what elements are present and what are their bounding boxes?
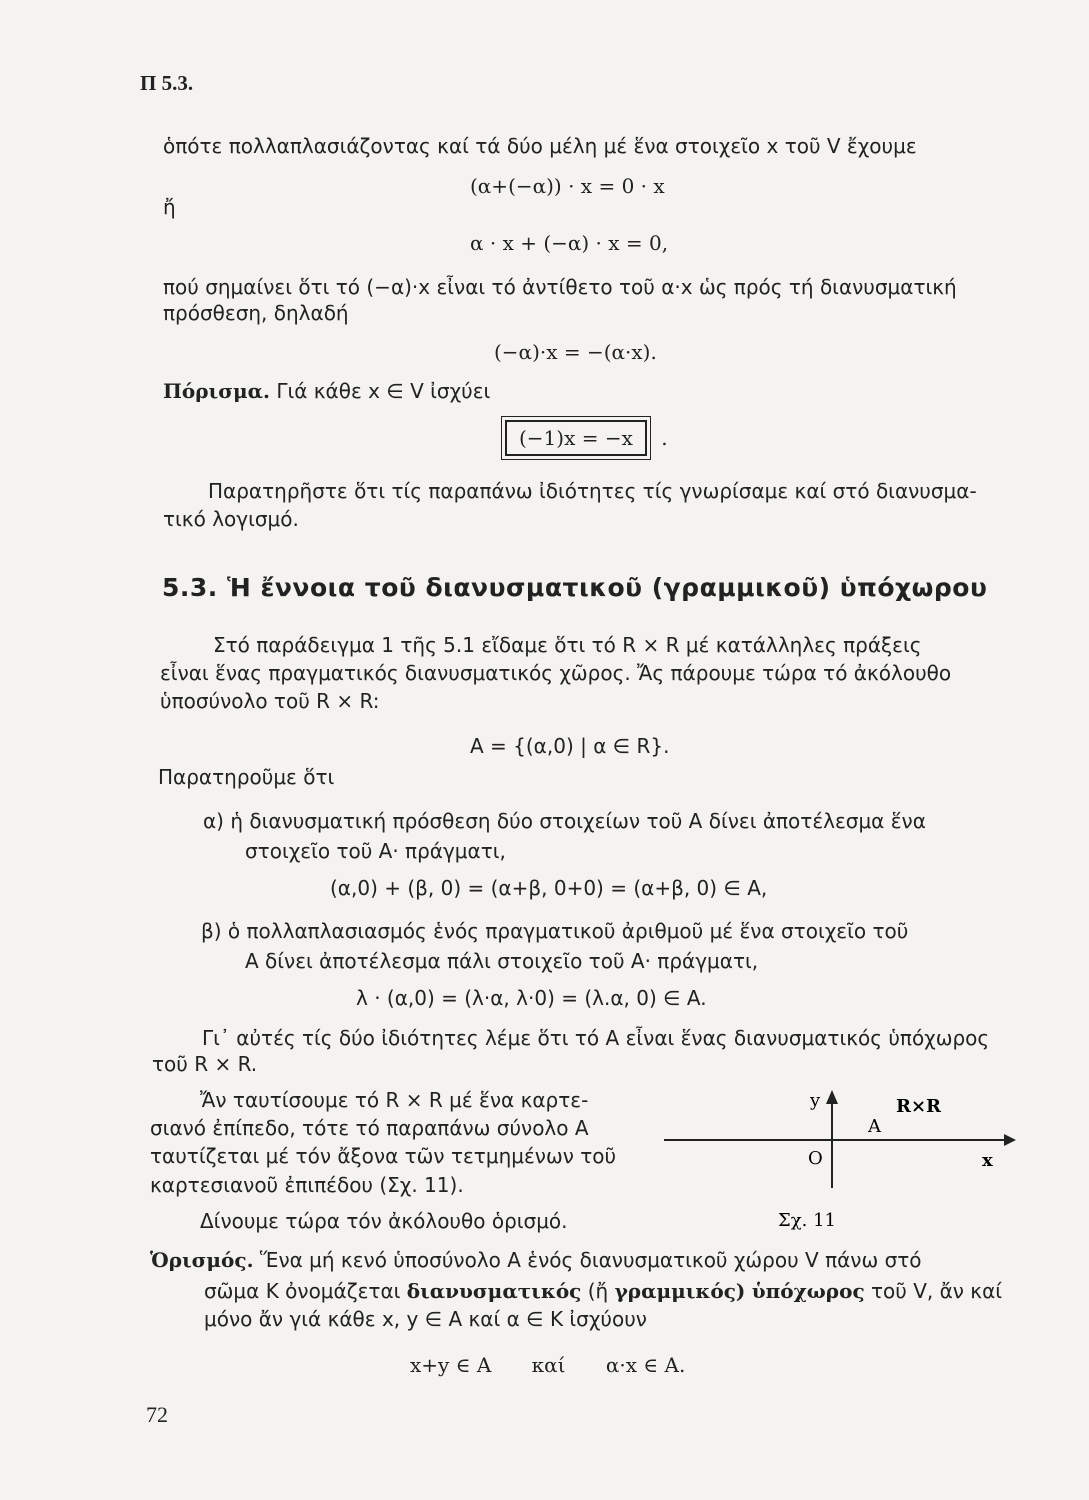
definition-text: τοῦ V, ἄν καί: [870, 1279, 1003, 1303]
text-line: Στό παράδειγμα 1 τῆς 5.1 εἴδαμε ὅτι τό R × R μέ κατάλληλες πράξεις: [213, 633, 922, 657]
definition-text: (ἤ: [587, 1279, 609, 1303]
text-line: καρτεσιανοῦ ἐπιπέδου (Σχ. 11).: [150, 1173, 464, 1197]
text-line: τοῦ R × R.: [152, 1052, 258, 1076]
boxed-formula-period: .: [661, 426, 668, 450]
x-axis-arrow-icon: [1004, 1134, 1016, 1146]
boxed-formula: (−1)x = −x: [505, 420, 647, 456]
list-item-a: α) ἡ διανυσματική πρόσθεση δύο στοιχείων τοῦ Α δίνει ἀποτέλεσμα ἕνα: [203, 809, 926, 833]
definition-line: [204, 1278, 1002, 1304]
y-axis-label: y: [810, 1090, 821, 1111]
formula-line: (α+(−α)) · x = 0 · x: [470, 174, 665, 198]
formula-line: α · x + (−α) · x = 0,: [470, 231, 669, 255]
section-heading: 5.3. Ἡ ἔννοια τοῦ διανυσματικοῦ (γραμμικοῦ) ὑπόχωρου: [162, 573, 988, 602]
text-line: σιανό ἐπίπεδο, τότε τό παραπάνω σύνολο Α: [150, 1116, 589, 1140]
figure-11: [660, 1080, 1020, 1240]
text-line: Γι᾽ αὐτές τίς δύο ἰδιότητες λέμε ὅτι τό Α εἶναι ἕνας διανυσματικός ὑπόχωρος: [202, 1026, 990, 1050]
formula-line: λ · (α,0) = (λ·α, λ·0) = (λ.α, 0) ∈ A.: [356, 986, 707, 1010]
term-subspace: ὑπόχωρος: [751, 1279, 865, 1303]
text-line: ταυτίζεται μέ τόν ἄξονα τῶν τετμημένων τοῦ: [150, 1144, 617, 1168]
formula-line: (−α)·x = −(α·x).: [494, 340, 657, 364]
page-number: 72: [146, 1402, 168, 1427]
term-linear: γραμμικός): [614, 1279, 746, 1303]
formula-line: [410, 1352, 685, 1378]
corollary-label: Πόρισμα.: [163, 379, 270, 403]
formula-part: α·x ∈ A.: [605, 1353, 686, 1377]
text-line: εἶναι ἕνας πραγματικός διανυσματικός χῶρος. Ἄς πάρουμε τώρα τό ἀκόλουθο: [160, 661, 952, 685]
formula-part: x+y ∈ A: [410, 1353, 492, 1377]
corollary-line: [163, 378, 490, 404]
definition-text: Ἕνα μή κενό ὑποσύνολο Α ἑνός διανυσματικοῦ χώρου V πάνω στό: [259, 1248, 922, 1272]
definition-text: σῶμα K ὀνομάζεται: [204, 1279, 401, 1303]
text-line: πού σημαίνει ὅτι τό (−α)·x εἶναι τό ἀντίθετο τοῦ α·x ὡς πρός τή διανυσματική: [163, 275, 957, 299]
y-axis-arrow-icon: [826, 1090, 838, 1104]
definition-line: [150, 1247, 922, 1273]
text-line: Ἄν ταυτίσουμε τό R × R μέ ἕνα καρτε-: [200, 1088, 589, 1112]
formula-line: (α,0) + (β, 0) = (α+β, 0+0) = (α+β, 0) ∈ A,: [330, 876, 768, 900]
x-axis-label: x: [982, 1150, 993, 1171]
origin-label: O: [808, 1148, 823, 1169]
definition-label: Ὁρισμός.: [150, 1248, 254, 1272]
figure-caption: Σχ. 11: [778, 1210, 836, 1231]
formula-part: καί: [531, 1353, 566, 1377]
running-header: Π 5.3.: [140, 71, 194, 95]
text-line: στοιχεῖο τοῦ Α· πράγματι,: [245, 839, 506, 863]
text-line: Παρατηροῦμε ὅτι: [158, 765, 335, 789]
list-item-b: β) ὁ πολλαπλασιασμός ἑνός πραγματικοῦ ἀριθμοῦ μέ ἕνα στοιχεῖο τοῦ: [201, 919, 909, 943]
text-line: ὁπότε πολλαπλασιάζοντας καί τά δύο μέλη μέ ἕνα στοιχεῖο x τοῦ V ἔχουμε: [163, 134, 917, 158]
boxed-formula-line: [505, 425, 668, 451]
text-line: Παρατηρῆστε ὅτι τίς παραπάνω ἰδιότητες τίς γνωρίσαμε καί στό διανυσμα-: [208, 479, 977, 503]
text-line: ἤ: [163, 195, 176, 219]
formula-line: A = {(α,0) | α ∈ R}.: [470, 734, 670, 758]
set-a-label: A: [868, 1116, 881, 1137]
corollary-text: Γιά κάθε x ∈ V ἰσχύει: [276, 379, 491, 403]
rxr-label: R×R: [896, 1096, 941, 1117]
term-vector: διανυσματικός: [406, 1279, 582, 1303]
definition-line: μόνο ἄν γιά κάθε x, y ∈ A καί α ∈ K ἰσχύουν: [204, 1307, 647, 1331]
text-line: πρόσθεση, δηλαδή: [163, 301, 349, 325]
text-line: Α δίνει ἀποτέλεσμα πάλι στοιχεῖο τοῦ Α· πράγματι,: [245, 949, 759, 973]
text-line: Δίνουμε τώρα τόν ἀκόλουθο ὁρισμό.: [200, 1209, 568, 1233]
text-line: τικό λογισμό.: [163, 507, 299, 531]
text-line: ὑποσύνολο τοῦ R × R:: [160, 689, 380, 713]
